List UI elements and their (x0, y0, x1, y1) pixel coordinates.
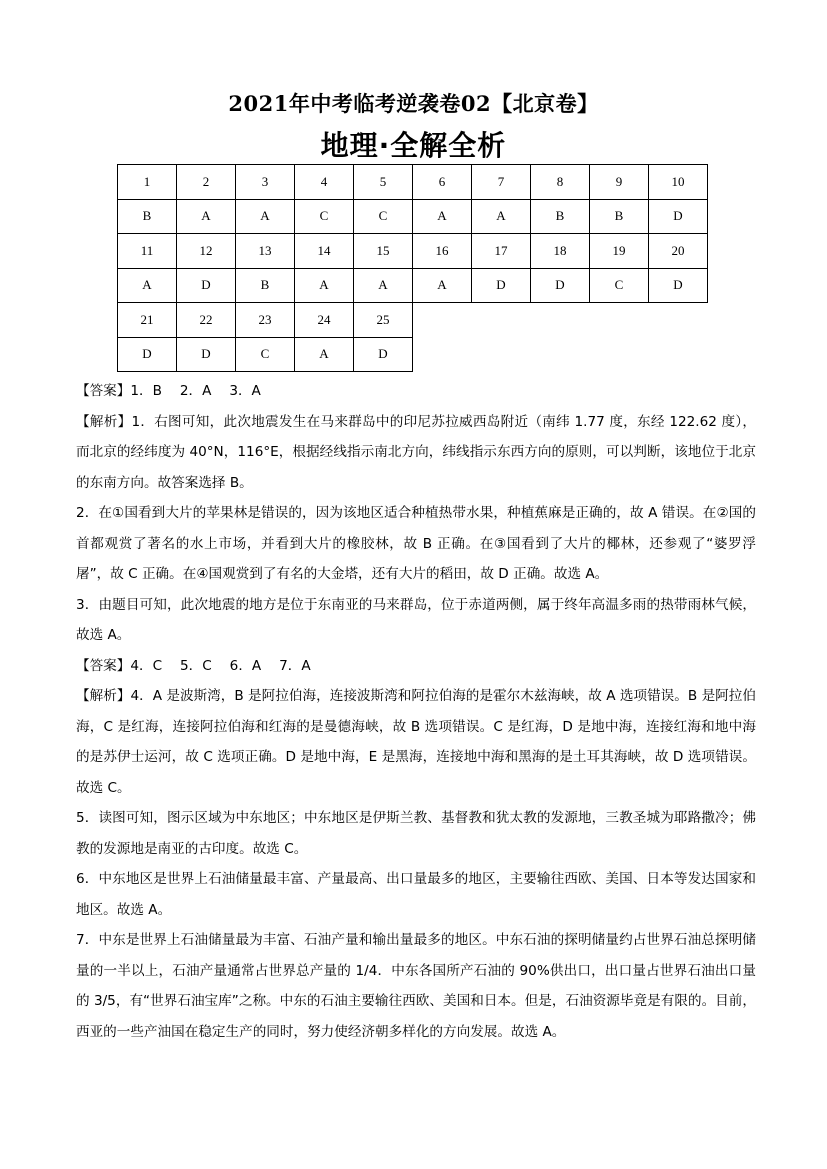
question-number-cell: 21 (118, 303, 177, 338)
answer-cell: C (590, 268, 649, 303)
question-number-cell: 9 (590, 165, 649, 200)
question-number-cell: 23 (236, 303, 295, 338)
question-number-cell: 13 (236, 234, 295, 269)
question-number-cell: 12 (177, 234, 236, 269)
answer-cell: D (177, 268, 236, 303)
table-row (118, 199, 708, 234)
question-number-cell: 1 (118, 165, 177, 200)
explanation-text: 4．A 是波斯湾，B 是阿拉伯海，连接波斯湾和阿拉伯海的是霍尔木兹海峡，故 A 选项错误。B 是阿拉伯海，C 是红海，连接阿拉伯海和红海的是曼德海峡，故 B 选项错误。C 是红海，D 是地中海，连接红海和地中海的是苏伊士运河，故 C 选项正确。D 是地中海，E 是黑海，连接地中海和黑海的是土耳其海峡，故 D 选项错误。故选 C。 (76, 688, 756, 796)
question-number-cell: 20 (649, 234, 708, 269)
explanation-body (76, 376, 756, 1047)
answer-cell: A (118, 268, 177, 303)
question-number-cell: 25 (354, 303, 413, 338)
answer-table (117, 164, 708, 372)
answer-cell: D (531, 268, 590, 303)
answer-cell: C (236, 337, 295, 372)
table-row (118, 234, 708, 269)
answer-cell: A (472, 199, 531, 234)
question-number-cell: 7 (472, 165, 531, 200)
answer-label: 【答案】 (76, 383, 131, 399)
answer-line-2 (76, 651, 756, 682)
explanation-text: 1．右图可知，此次地震发生在马来群岛中的印尼苏拉威西岛附近（南纬 1.77 度，东经 122.62 度），而北京的经纬度为 40°N，116°E，根据经线指示南北方向，纬线指示东西方向的原则，可以判断，该地位于北京的东南方向。故答案选择 B。 (76, 413, 757, 491)
question-number-cell: 17 (472, 234, 531, 269)
answer-cell: A (295, 337, 354, 372)
table-row (118, 303, 708, 338)
answer-cell: B (118, 199, 177, 234)
question-number-cell: 5 (354, 165, 413, 200)
question-number-cell: 24 (295, 303, 354, 338)
question-number-cell: 15 (354, 234, 413, 269)
answer-cell: D (649, 199, 708, 234)
question-number-cell: 22 (177, 303, 236, 338)
answer-cell: D (354, 337, 413, 372)
answer-cell: D (118, 337, 177, 372)
explanation-q4 (76, 681, 756, 803)
question-number-cell: 2 (177, 165, 236, 200)
question-number-cell: 19 (590, 234, 649, 269)
answer-cell: C (295, 199, 354, 234)
answer-cell: A (236, 199, 295, 234)
question-number-cell: 4 (295, 165, 354, 200)
question-number-cell: 14 (295, 234, 354, 269)
table-row (118, 165, 708, 200)
answer-cell: D (177, 337, 236, 372)
answer-values: 1．B 2．A 3．A (130, 383, 261, 399)
table-row (118, 268, 708, 303)
answer-label: 【答案】 (76, 657, 131, 674)
explanation-q1 (76, 407, 756, 499)
page-title: 2021年中考临考逆袭卷02【北京卷】 (228, 91, 599, 116)
answer-cell: C (354, 199, 413, 234)
explanation-q2: 2．在①国看到大片的苹果林是错误的，因为该地区适合种植热带水果，种植蕉麻是正确的，故 A 错误。在②国的首都观赏了著名的水上市场，并看到大片的橡胶林，故 B 正确。在③国看到了大片的椰林，还参观了“婆罗浮屠”，故 C 正确。在④国观赏到了有名的大金塔，还有大片的稻田，故 D 正确。故选 A。 (76, 505, 756, 582)
explanation-q5: 5．读图可知，图示区域为中东地区；中东地区是伊斯兰教、基督教和犹太教的发源地，三教圣城为耶路撒冷；佛教的发源地是南亚的古印度。故选 C。 (76, 810, 756, 857)
answer-cell: D (649, 268, 708, 303)
answer-cell: A (354, 268, 413, 303)
answer-cell: D (472, 268, 531, 303)
table-row (118, 337, 708, 372)
answer-cell: B (531, 199, 590, 234)
answer-cell: A (295, 268, 354, 303)
answer-cell: B (590, 199, 649, 234)
page-subtitle: 地理·全解全析 (320, 129, 507, 162)
answer-values: 4．C 5．C 6．A 7．A (130, 657, 311, 674)
explanation-q6: 6．中东地区是世界上石油储量最丰富、产量最高、出口量最多的地区，主要输往西欧、美国、日本等发达国家和地区。故选 A。 (76, 871, 756, 918)
analysis-label: 【解析】 (76, 413, 132, 430)
question-number-cell: 3 (236, 165, 295, 200)
question-number-cell: 6 (413, 165, 472, 200)
answer-cell: A (413, 199, 472, 234)
answer-cell: A (413, 268, 472, 303)
answer-cell: A (177, 199, 236, 234)
question-number-cell: 16 (413, 234, 472, 269)
empty-cell (413, 303, 708, 338)
answer-line-1 (76, 376, 756, 407)
answer-cell: B (236, 268, 295, 303)
explanation-q7: 7．中东是世界上石油储量最为丰富、石油产量和输出量最多的地区。中东石油的探明储量约占世界石油总探明储量的一半以上，石油产量通常占世界总产量的 1/4．中东各国所产石油的 90%供出口，出口量占世界石油出口量的 3/5，有“世界石油宝库”之称。中东的石油主要输往西欧、美国和日本。但是，石油资源毕竟是有限的。目前，西亚的一些产油国在稳定生产的同时，努力使经济朝多样化的方向发展。故选 A。 (76, 932, 756, 1040)
question-number-cell: 10 (649, 165, 708, 200)
question-number-cell: 18 (531, 234, 590, 269)
question-number-cell: 11 (118, 234, 177, 269)
question-number-cell: 8 (531, 165, 590, 200)
analysis-label: 【解析】 (76, 688, 131, 704)
empty-cell (413, 337, 708, 372)
explanation-q3: 3．由题目可知，此次地震的地方是位于东南亚的马来群岛，位于赤道两侧，属于终年高温多雨的热带雨林气候，故选 A。 (76, 596, 756, 643)
